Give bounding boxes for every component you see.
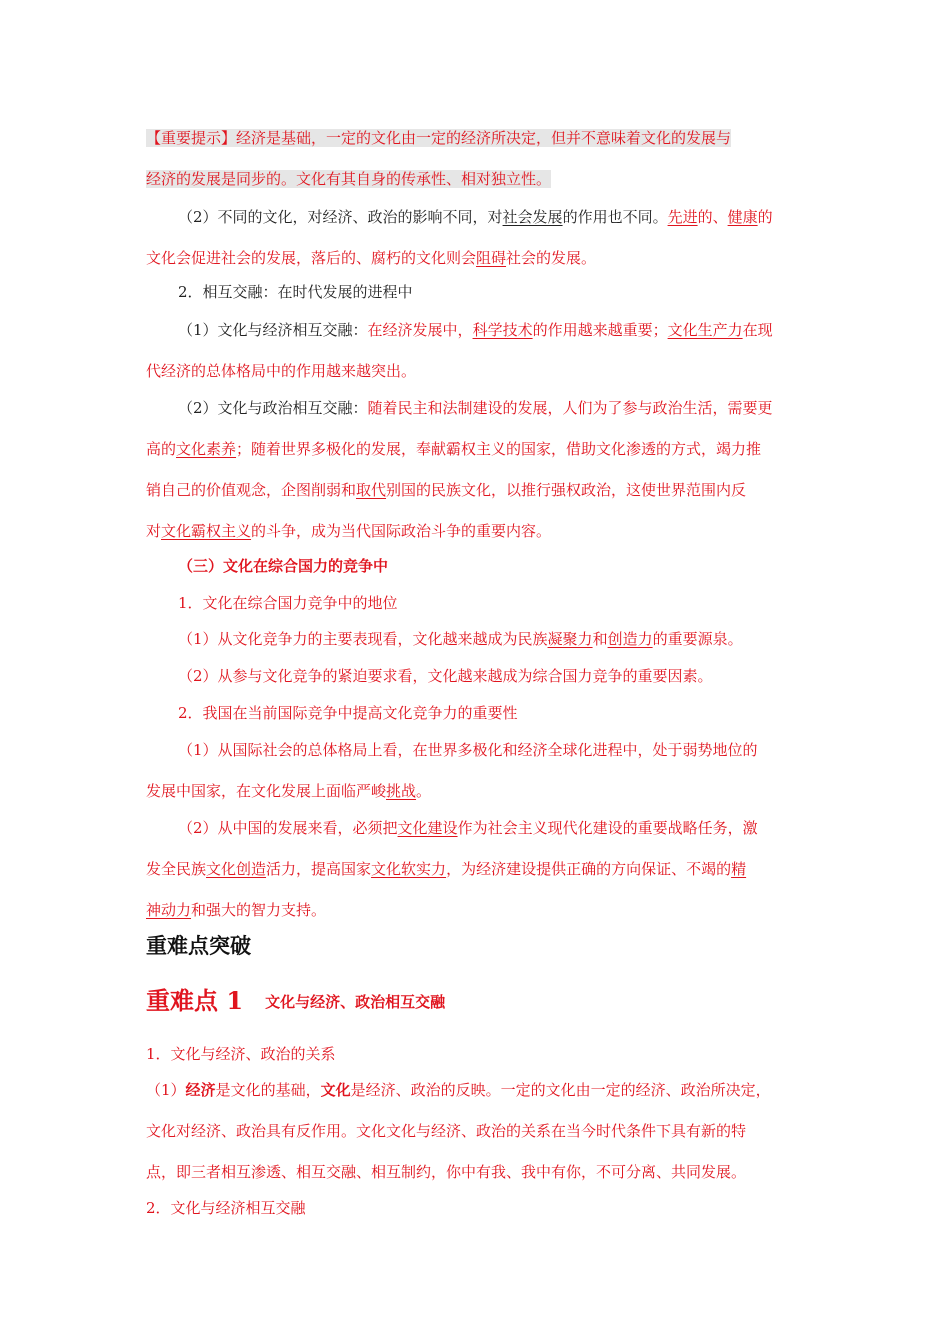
underlined-term: 科学技术 [472,321,533,339]
underlined-term: 文化软实力 [371,860,447,878]
text-segment: （1）从文化竞争力的主要表现看，文化越来越成为民族 [178,630,548,648]
tip-text-1: 【重要提示】经济是基础，一定的文化由一定的经济所决定，但并不意味着文化的发展与 [146,129,732,147]
culture-influence-line-1 [178,207,773,227]
text-segment: 活力，提高国家 [266,860,372,878]
text-segment: ，为经济建设提供正确的方向保证、不竭的 [446,860,732,878]
culture-politics-line-1 [178,398,773,418]
text-segment: 的重要源泉。 [652,630,743,648]
subsection-title-1: 1．文化在综合国力竞争中的地位 [178,594,398,612]
underlined-term: 神动力 [146,901,192,919]
text-segment: 和 [592,630,608,648]
text-segment: 随着民主和法制建设的发展，人们为了参与政治生活，需要更 [367,399,773,417]
culture-influence-line-2 [146,248,596,268]
text-segment: 的作用也不同。 [562,208,668,226]
importance-item-1-line-1: （1）从国际社会的总体格局上看，在世界多极化和经济全球化进程中，处于弱势地位的 [178,741,758,759]
text-segment: （2）不同的文化，对经济、政治的影响不同，对 [178,208,503,226]
tip-line-1 [146,128,731,148]
importance-item-1-line-2 [146,781,431,801]
relation-title: 1．文化与经济、政治的关系 [146,1045,336,1063]
key-point-title [146,987,445,1018]
text-segment: 的斗争，成为当代国际政治斗争的重要内容。 [251,522,552,540]
culture-economy-line-1 [178,320,773,340]
culture-politics-line-4 [146,521,551,541]
competitiveness-item-1 [178,629,743,649]
text-segment: 的 [757,208,773,226]
underlined-term: 文化霸权主义 [161,522,252,540]
tip-line-2 [146,169,551,189]
text-segment: 别国的民族文化，以推行强权政治，这使世界范围内反 [386,481,747,499]
underlined-term: 健康 [727,208,758,226]
underlined-term: 挑战 [386,782,417,800]
text-segment: 是文化的基础， [215,1081,321,1099]
importance-item-2-line-3 [146,900,326,920]
underlined-term: 先进 [667,208,698,226]
underlined-term: 文化生产力 [667,321,743,339]
text-segment: 发全民族 [146,860,207,878]
underlined-term: 阻碍 [476,249,507,267]
text-segment: 在现 [742,321,773,339]
underlined-term: 文化创造 [206,860,267,878]
text-segment: （2）从中国的发展来看，必须把 [178,819,398,837]
text-segment: 的作用越来越重要； [532,321,668,339]
bold-term: 文化 [320,1081,351,1099]
text-segment: 对 [146,522,162,540]
text-segment: 销自己的价值观念，企图削弱和 [146,481,357,499]
underlined-term: 文化素养 [176,440,237,458]
underlined-term: 社会发展 [502,208,563,226]
underlined-term: 文化建设 [397,819,458,837]
text-segment: 是经济、政治的反映。一定的文化由一定的经济、政治所决定， [350,1081,771,1099]
text-segment: ；随着世界多极化的发展，奉献霸权主义的国家，借助文化渗透的方式，竭力推 [236,440,762,458]
relation-paragraph-line-3: 点，即三者相互渗透、相互交融、相互制约，你中有我、我中有你，不可分离、共同发展。 [146,1163,747,1181]
text-segment: （2）文化与政治相互交融： [178,399,368,417]
text-segment: （1） [146,1081,186,1099]
bold-term: 经济 [185,1081,216,1099]
section-title-3: （三）文化在综合国力的竞争中 [178,557,389,575]
underlined-term: 创造力 [607,630,653,648]
competitiveness-item-2: （2）从参与文化竞争的紧迫要求看，文化越来越成为综合国力竞争的重要因素。 [178,667,713,685]
economy-blending-title: 2．文化与经济相互交融 [146,1199,306,1217]
text-segment: 作为社会主义现代化建设的重要战略任务，激 [457,819,758,837]
relation-paragraph-line-2: 文化对经济、政治具有反作用。文化文化与经济、政治的关系在当今时代条件下具有新的特 [146,1122,747,1140]
importance-item-2-line-1 [178,818,758,838]
text-segment: 发展中国家，在文化发展上面临严峻 [146,782,387,800]
tip-text-2: 经济的发展是同步的。文化有其自身的传承性、相对独立性。 [146,170,552,188]
relation-paragraph-line-1 [146,1080,771,1100]
underlined-term: 取代 [356,481,387,499]
text-segment: 。 [416,782,432,800]
text-segment: 高的 [146,440,177,458]
text-segment: 的、 [697,208,728,226]
text-segment: 在经济发展中， [367,321,473,339]
culture-economy-line-2: 代经济的总体格局中的作用越来越突出。 [146,362,417,380]
text-segment: 和强大的智力支持。 [191,901,327,919]
text-segment: （1）文化与经济相互交融： [178,321,368,339]
section-heading-mutual-blending: 2．相互交融：在时代发展的进程中 [178,283,413,301]
importance-item-2-line-2 [146,859,746,879]
culture-politics-line-2 [146,439,761,459]
text-segment: 文化会促进社会的发展，落后的、腐朽的文化则会 [146,249,477,267]
subsection-title-2: 2．我国在当前国际竞争中提高文化竞争力的重要性 [178,704,518,722]
underlined-term: 精 [731,860,747,878]
key-point-subtitle: 文化与经济、政治相互交融 [265,993,446,1011]
underlined-term: 凝聚力 [547,630,593,648]
culture-politics-line-3 [146,480,746,500]
text-segment: 社会的发展。 [506,249,597,267]
page-heading: 重难点突破 [146,934,251,958]
key-point-number: 重难点 1 [146,986,244,1015]
